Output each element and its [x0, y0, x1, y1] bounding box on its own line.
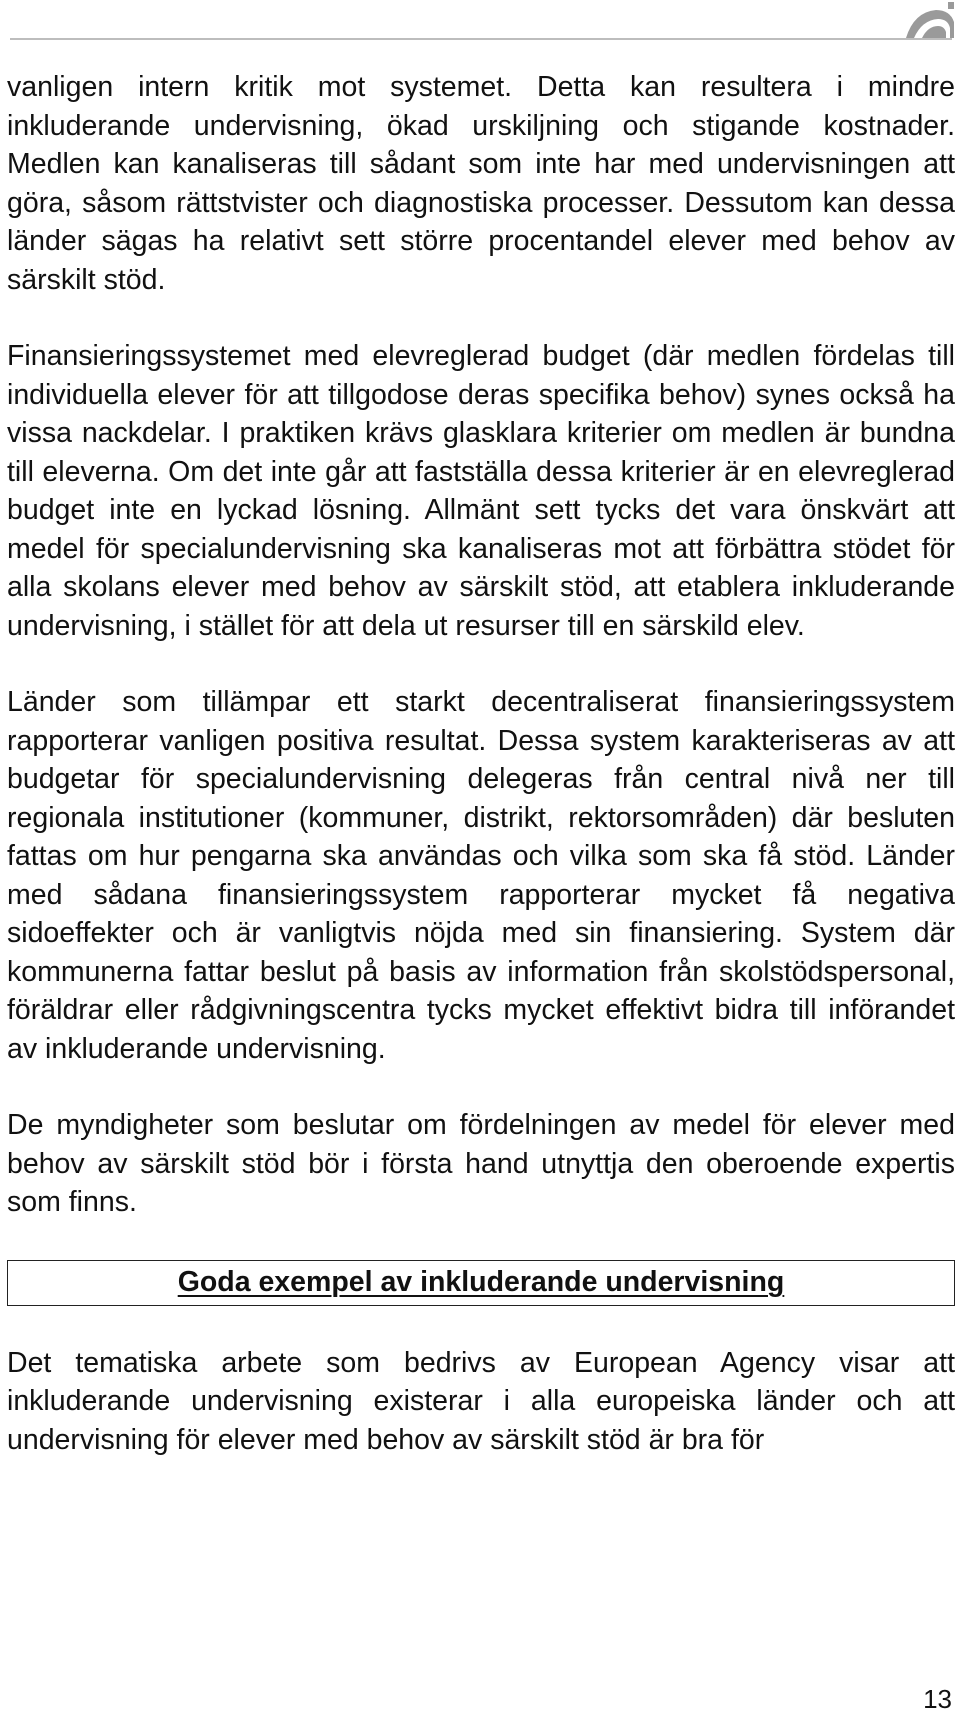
- section-heading-box: [7, 1260, 955, 1306]
- paragraph-3: Länder som tillämpar ett starkt decentraliserat finansieringssystem rapporterar vanligen positiva resultat. Dessa system karakteriseras av att budgetar för specialundervisning delegeras från central nivå ner till regionala institutioner (kommuner, distrikt, rektorsområden) där besluten fattas om hur pengarna ska användas och vilka som ska få stöd. Länder med sådana finansieringssystem rapporterar mycket få negativa sidoeffekter och är vanligtvis nöjda med sin finansiering. System där kommunerna fattar beslut på basis av information från skolstödspersonal, föräldrar eller rådgivningscentra tycks mycket effektivt bidra till införandet av inkluderande undervisning.: [7, 686, 955, 1065]
- paragraph-4: De myndigheter som beslutar om fördelningen av medel för elever med behov av särskilt stöd bör i första hand utnyttja den oberoende expertis som finns.: [7, 1109, 955, 1218]
- header-rule: [10, 38, 952, 40]
- agency-logo-icon: [904, 2, 956, 40]
- page-number: 13: [923, 1684, 952, 1714]
- page-content: [7, 68, 955, 1497]
- paragraph-2: Finansieringssystemet med elevreglerad budget (där medlen fördelas till individuella elever för att tillgodose deras specifika behov) synes också ha vissa nackdelar. I praktiken krävs glasklara kriterier om medlen är bundna till eleverna. Om det inte går att fastställa dessa kriterier är en elevreglerad budget inte en lyckad lösning. Allmänt sett tycks det vara önskvärt att medel för specialundervisning ska kanaliseras mot att förbättra stödet för alla skolans elever med behov av särskilt stöd, att etablera inkluderande undervisning, i stället för att dela ut resurser till en särskild elev.: [7, 340, 955, 642]
- paragraph-1: vanligen intern kritik mot systemet. Detta kan resultera i mindre inkluderande undervisning, ökad urskiljning och stigande kostnader. Medlen kan kanaliseras till sådant som inte har med undervisningen att göra, såsom rättstvister och diagnostiska processer. Dessutom kan dessa länder sägas ha relativt sett större procentandel elever med behov av särskilt stöd.: [7, 71, 955, 296]
- closing-paragraph: Det tematiska arbete som bedrivs av European Agency visar att inkluderande undervisning existerar i alla europeiska länder och att undervisning för elever med behov av särskilt stöd är bra för: [7, 1346, 955, 1456]
- section-heading: Goda exempel av inkluderande undervisning: [177, 1266, 785, 1298]
